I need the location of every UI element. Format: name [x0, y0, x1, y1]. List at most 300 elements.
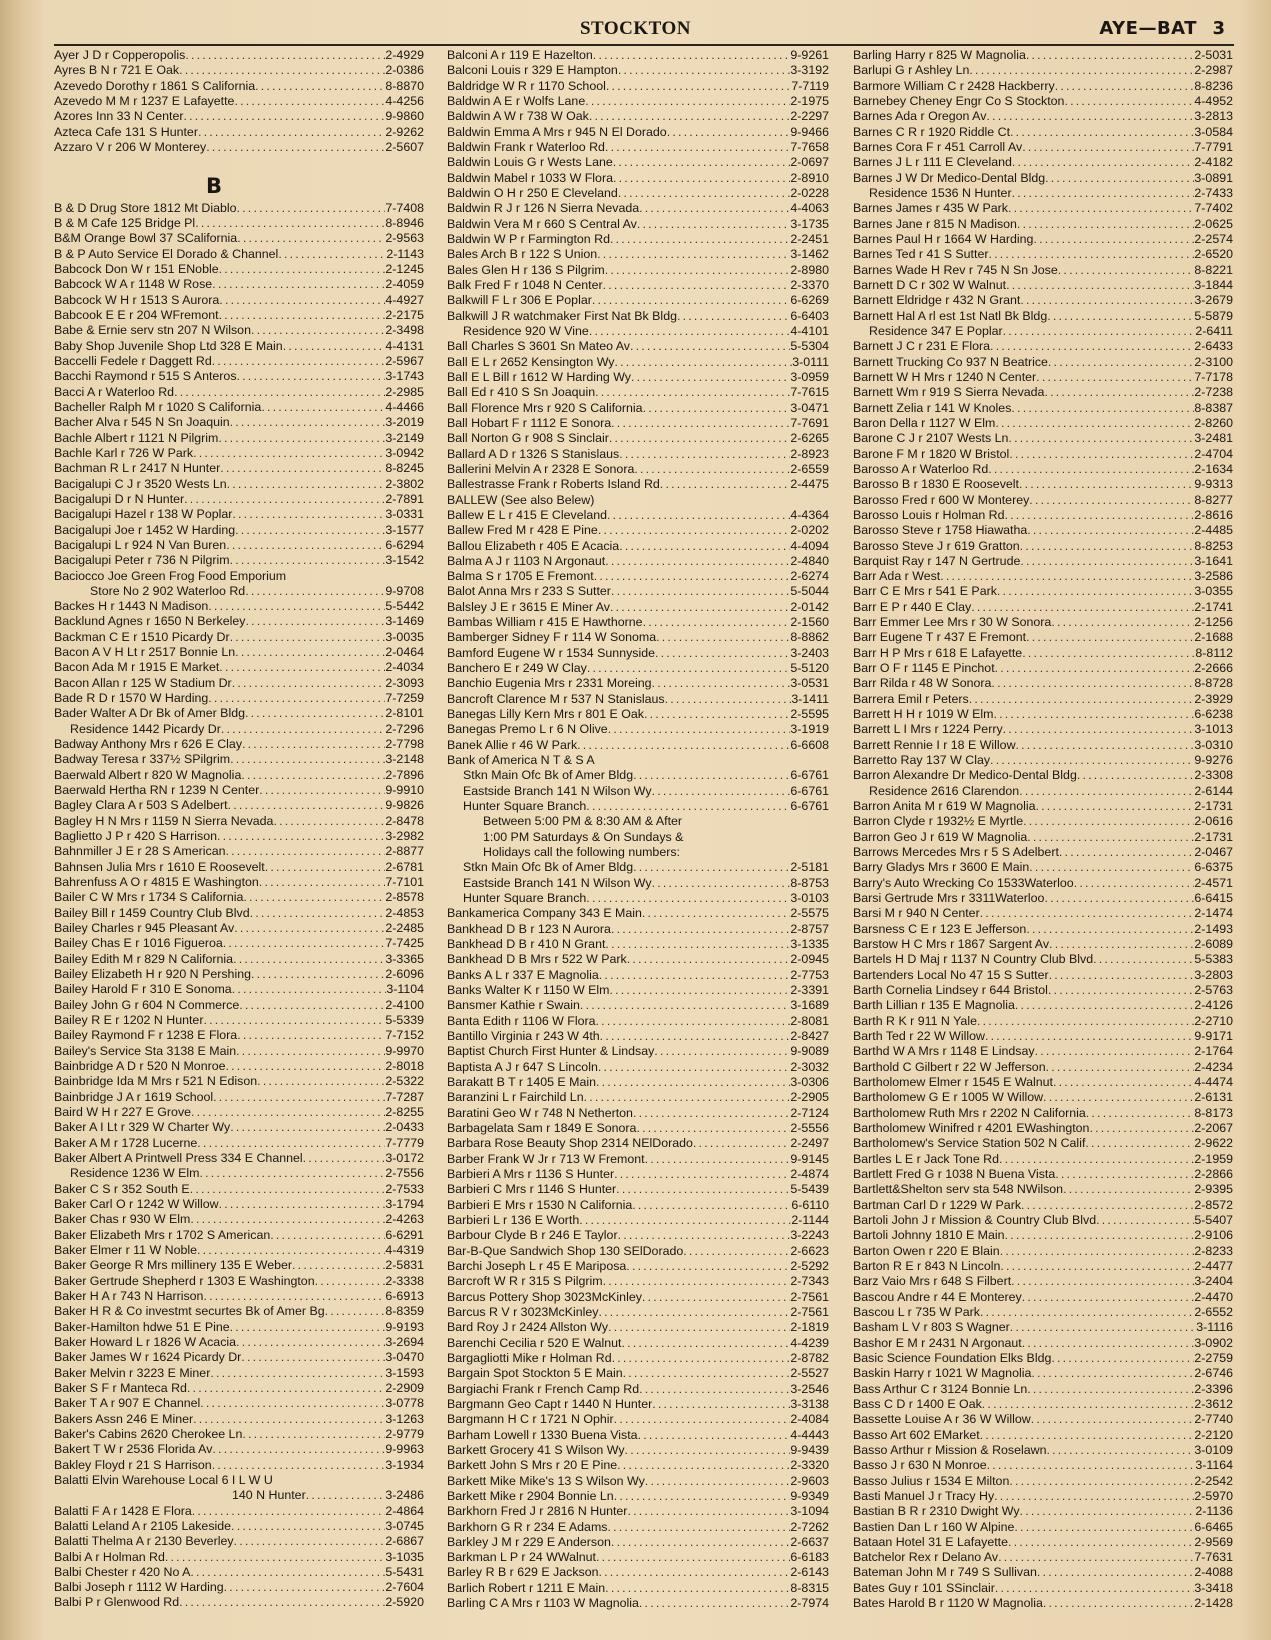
phone-number: 2-3396	[1194, 1381, 1233, 1396]
phone-number: 3-0310	[1194, 737, 1233, 752]
phone-number: 6-6238	[1194, 707, 1233, 722]
dot-leader	[283, 339, 386, 354]
phone-number: 3-2404	[1194, 1274, 1233, 1289]
dot-leader	[652, 784, 791, 799]
phone-number: 2-8427	[790, 1029, 829, 1043]
listing-row	[54, 1013, 424, 1028]
phone-number: 2-8757	[790, 921, 829, 936]
listing-row	[447, 922, 829, 937]
phone-number: 3-0109	[1194, 1442, 1233, 1457]
dot-leader	[242, 737, 385, 752]
listing-name: Bartoli Johnny 1810 E Main	[853, 1228, 1005, 1243]
listing-row	[447, 569, 829, 584]
listing-row	[54, 584, 424, 599]
dot-leader	[1049, 968, 1195, 983]
listing-row	[447, 1489, 829, 1504]
phone-number: 7-7402	[1194, 201, 1233, 216]
phone-number: 4-4094	[790, 538, 829, 553]
dot-leader	[605, 937, 790, 952]
listing-name: 140 N Hunter	[232, 1488, 306, 1503]
listing-row	[853, 48, 1233, 63]
listing-name: Bachman R L r 2417 N Hunter	[54, 461, 221, 476]
phone-number: 3-2694	[385, 1334, 424, 1349]
listing-name: Bargiachi Frank r French Camp Rd	[447, 1381, 640, 1396]
phone-number: 6-6183	[790, 1550, 829, 1565]
phone-number: 2-1136	[1195, 1504, 1233, 1519]
dot-leader	[606, 79, 791, 94]
dot-leader	[645, 1152, 791, 1167]
dot-leader	[579, 1213, 791, 1228]
listing-name: Barnett Wm r 919 S Sierra Nevada	[853, 385, 1045, 400]
dot-leader	[1010, 1320, 1196, 1335]
phone-number: 2-8910	[790, 170, 829, 185]
listing-row	[54, 1442, 424, 1457]
listing-row	[447, 523, 829, 538]
listing-row	[447, 1213, 829, 1228]
dot-leader	[636, 1121, 790, 1136]
dot-leader	[1053, 1075, 1194, 1090]
listing-row	[54, 369, 424, 384]
phone-number: 3-3418	[1194, 1580, 1233, 1595]
listing-name: Bailey Chas E r 1016 Figueroa	[54, 936, 223, 951]
phone-number: 2-6265	[790, 431, 829, 446]
dot-leader	[1029, 493, 1194, 508]
dot-leader	[1048, 983, 1195, 998]
listing-row	[447, 1382, 829, 1397]
dot-leader	[1015, 998, 1195, 1013]
phone-number: 2-8233	[1194, 1243, 1233, 1258]
dot-leader	[203, 1289, 385, 1304]
phone-number: 2-7433	[1194, 185, 1233, 200]
dot-leader	[584, 1090, 791, 1105]
dot-leader	[1036, 370, 1194, 385]
phone-number: 2-8572	[1194, 1197, 1233, 1212]
dot-leader	[986, 109, 1194, 124]
dot-leader	[234, 94, 385, 109]
listing-name: Baby Shop Juvenile Shop Ltd 328 E Main	[54, 338, 283, 353]
phone-number: 2-5181	[790, 860, 829, 875]
listing-row	[54, 431, 424, 446]
listing-name: Azevedo Dorothy r 1861 S California	[54, 78, 256, 93]
listing-name: Barkley J M r 229 E Anderson	[447, 1534, 611, 1549]
dot-leader	[165, 1550, 386, 1565]
dot-leader	[219, 660, 385, 675]
listing-row	[447, 1259, 829, 1274]
dot-leader	[995, 416, 1194, 431]
listing-row	[853, 784, 1233, 799]
phone-number: 2-7533	[385, 1181, 424, 1196]
listing-name: Barkhorn Fred J r 2816 N Hunter	[447, 1504, 628, 1519]
listing-row	[447, 768, 829, 783]
listing-row	[447, 554, 829, 569]
page-number: 3	[1212, 18, 1225, 39]
listing-row	[853, 1121, 1233, 1136]
listing-row	[447, 799, 829, 814]
dot-leader	[633, 1106, 790, 1121]
listing-row	[853, 891, 1233, 906]
listing-name: Baldwin O H r 250 E Cleveland	[447, 185, 618, 200]
listing-name: Barrett Rennie I r 18 E Willow	[853, 737, 1016, 752]
listing-row	[54, 1059, 424, 1074]
listing-name: Bartoli John J r Mission & Country Club Blvd	[853, 1212, 1097, 1227]
phone-number: 4-4131	[385, 338, 424, 353]
listing-row	[447, 1550, 829, 1565]
listing-name: Barnebey Cheney Engr Co S Stockton	[853, 93, 1065, 108]
dot-leader	[1077, 768, 1195, 783]
listing-row	[853, 370, 1233, 385]
dot-leader	[596, 1014, 791, 1029]
dot-leader	[197, 1136, 385, 1151]
listing-name: Balkwill F L r 306 E Poplar	[447, 293, 592, 308]
dot-leader	[608, 722, 791, 737]
listing-row	[447, 1290, 829, 1305]
dot-leader	[1048, 355, 1195, 370]
phone-number: 2-6096	[385, 967, 424, 982]
dot-leader	[611, 1535, 790, 1550]
phone-number: 9-9466	[790, 124, 829, 139]
phone-number: 2-3929	[1194, 691, 1233, 706]
dot-leader	[633, 768, 790, 783]
listing-row	[853, 1412, 1233, 1427]
section-letter: B	[205, 173, 222, 198]
listing-name: Barr H P Mrs r 618 E Lafayette	[853, 645, 1023, 660]
listing-name: Ball E L r 2652 Kensington Wy	[447, 354, 615, 369]
phone-number: 2-2297	[790, 109, 829, 124]
phone-number: 5-5304	[790, 339, 829, 354]
listing-name: Bacigalupi L r 924 N Van Buren	[54, 537, 227, 552]
phone-number: 9-9313	[1194, 477, 1233, 492]
listing-row	[853, 385, 1233, 400]
dot-leader	[315, 1274, 386, 1289]
page-range: AYE—BAT	[1099, 18, 1197, 39]
listing-name: Baldwin Vera M r 660 S Central Av	[447, 216, 637, 231]
listing-name: Baker Howard L r 1826 W Acacia	[54, 1334, 237, 1349]
listing-row	[54, 1366, 424, 1381]
listing-row	[54, 706, 424, 721]
dot-leader	[1003, 324, 1196, 339]
dot-leader	[1027, 830, 1194, 845]
dot-leader	[993, 707, 1194, 722]
phone-number: 2-5763	[1194, 983, 1233, 998]
listing-row	[54, 1182, 424, 1197]
listing-name: Balatti Thelma A r 2130 Beverley	[54, 1534, 234, 1549]
dot-leader	[213, 1090, 385, 1105]
listing-name: Baerwald Albert r 820 W Magnolia	[54, 767, 242, 782]
listing-row	[54, 1228, 424, 1243]
listing-row	[54, 400, 424, 415]
phone-number: 2-4571	[1194, 875, 1233, 890]
listing-name: Bacher Alva r 545 N Sn Joaquin	[54, 415, 230, 430]
listing-row	[54, 79, 424, 94]
phone-number: 6-6291	[385, 1227, 424, 1242]
listing-row	[447, 1366, 829, 1381]
listing-name: B & D Drug Store 1812 Mt Diablo	[54, 200, 237, 215]
dot-leader	[278, 247, 386, 262]
phone-number: 4-4474	[1194, 1074, 1233, 1089]
listing-row	[853, 584, 1233, 599]
phone-number: 2-5556	[790, 1120, 829, 1135]
dot-leader	[261, 400, 385, 415]
phone-number: 2-0228	[790, 185, 829, 200]
dot-leader	[230, 553, 386, 568]
listing-row	[853, 1489, 1233, 1504]
listing-name: Bates Guy r 101 SSinclair	[853, 1580, 995, 1595]
dot-leader	[652, 676, 791, 691]
listing-row	[54, 339, 424, 354]
listing-row	[447, 1320, 829, 1335]
listing-row	[54, 798, 424, 813]
listing-row	[447, 1458, 829, 1473]
dot-leader	[1020, 554, 1194, 569]
listing-row	[54, 752, 424, 767]
phone-number: 2-7604	[385, 1580, 424, 1595]
dot-leader	[619, 539, 790, 554]
listing-name: Barling C A Mrs r 1103 W Magnolia	[447, 1596, 639, 1611]
dot-leader	[208, 691, 385, 706]
dot-leader	[183, 109, 385, 124]
listing-row	[853, 937, 1233, 952]
listing-row	[54, 140, 424, 155]
listing-name: Bagley H N Mrs r 1159 N Sierra Nevada	[54, 813, 274, 828]
listing-name: Basso Julius r 1534 E Milton	[853, 1473, 1010, 1488]
dot-leader	[985, 1029, 1194, 1044]
dot-leader	[603, 278, 791, 293]
dot-leader	[611, 922, 790, 937]
phone-number: 9-9171	[1194, 1029, 1233, 1043]
phone-number: 7-7658	[790, 139, 829, 154]
listing-row	[447, 217, 829, 232]
listing-name: Bailey Raymond F r 1238 E Flora	[54, 1028, 238, 1043]
phone-number: 2-8101	[385, 706, 424, 721]
dot-leader	[665, 692, 792, 707]
phone-number: 2-2542	[1194, 1473, 1233, 1488]
phone-number: 4-4927	[385, 292, 424, 307]
dot-leader	[643, 401, 791, 416]
listing-name: Bataan Hotel 31 E Lafayette	[853, 1534, 1008, 1549]
listing-row	[853, 661, 1233, 676]
listing-row	[447, 140, 829, 155]
listing-name: Balma A J r 1103 N Argonaut	[447, 553, 606, 568]
listing-name: Barron Clyde r 1932½ E Myrtle	[853, 814, 1024, 829]
phone-number: 6-6403	[790, 308, 829, 323]
dot-leader	[1026, 922, 1194, 937]
listing-name: Barrett H H r 1019 W Elm	[853, 707, 994, 722]
listing-row	[54, 277, 424, 292]
phone-number: 7-7791	[1194, 139, 1233, 154]
phone-number: 2-5967	[385, 353, 424, 368]
dot-leader	[230, 1320, 386, 1335]
dot-leader	[1029, 860, 1194, 875]
listing-name: Barretto Ray 137 W Clay	[853, 753, 991, 768]
listing-name: Barr Emmer Lee Mrs r 30 W Sonora	[853, 615, 1052, 630]
dot-leader	[198, 125, 385, 140]
listing-row	[447, 416, 829, 431]
listing-name: Bailer C W Mrs r 1734 S California	[54, 890, 244, 905]
phone-number: 8-8359	[385, 1304, 424, 1319]
listing-name: Barron Alexandre Dr Medico-Dental Bldg	[853, 768, 1077, 783]
phone-number: 2-6781	[385, 859, 424, 874]
listing-row	[54, 1258, 424, 1273]
dot-leader	[236, 1335, 385, 1350]
listing-name: Azores Inn 33 N Center	[54, 109, 184, 124]
dot-leader	[1012, 155, 1195, 170]
listing-name: Baldridge W R r 1170 School	[447, 78, 606, 93]
phone-number: 2-5031	[1194, 48, 1233, 62]
listing-row	[853, 1167, 1233, 1182]
dot-leader	[637, 217, 791, 232]
phone-number: 6-6913	[385, 1288, 424, 1303]
dot-leader	[677, 309, 790, 324]
listing-row	[54, 722, 424, 737]
phone-number: 6-6294	[385, 537, 424, 552]
listing-row	[447, 1106, 829, 1121]
phone-number: 2-1245	[385, 261, 424, 276]
listing-name: Barr Eugene T r 437 E Fremont	[853, 630, 1027, 645]
dot-leader	[643, 615, 791, 630]
dot-leader	[1022, 1336, 1195, 1351]
listing-row	[54, 1166, 424, 1181]
listing-row	[54, 967, 424, 982]
listing-row	[54, 875, 424, 890]
listing-row	[447, 738, 829, 753]
listing-row	[447, 462, 829, 477]
listing-name: Batchelor Rex r Delano Av	[853, 1550, 999, 1565]
dot-leader	[185, 48, 385, 63]
listing-row	[853, 263, 1233, 278]
dot-leader	[1005, 1228, 1195, 1243]
phone-number: 2-7262	[790, 1519, 829, 1534]
dot-leader	[241, 1350, 385, 1365]
phone-number: 2-2485	[385, 921, 424, 936]
phone-number: 3-3365	[385, 951, 424, 966]
listing-name: Bacchi Raymond r 515 S Anteros	[54, 369, 237, 384]
dot-leader	[232, 676, 386, 691]
phone-number: 4-4443	[790, 1427, 829, 1442]
dot-leader	[616, 1182, 790, 1197]
listing-row	[853, 462, 1233, 477]
phone-number: 7-7615	[790, 385, 829, 400]
listing-name: Bartholomew's Service Station 502 N Calif	[853, 1136, 1086, 1151]
phone-number: 2-9395	[1194, 1182, 1233, 1197]
listing-name: Bailey Elizabeth H r 920 N Pershing	[54, 967, 251, 982]
phone-number: 3-1116	[1196, 1320, 1233, 1335]
listing-row	[54, 844, 424, 859]
dot-leader	[1022, 1290, 1195, 1305]
listing-name: Balatti Leland A r 2105 Lakeside	[54, 1518, 232, 1533]
listing-row	[54, 998, 424, 1013]
phone-number: 2-5322	[385, 1074, 424, 1089]
listing-name: Banchio Eugenia Mrs r 2331 Moreing	[447, 676, 652, 691]
phone-number: 3-2149	[385, 430, 424, 445]
dot-leader	[1006, 278, 1194, 293]
listing-row	[447, 431, 829, 446]
phone-number: 7-7779	[385, 1135, 424, 1150]
dot-leader	[1074, 876, 1195, 891]
listing-row	[54, 1488, 424, 1503]
dot-leader	[1000, 1259, 1194, 1274]
listing-name: Baker Elmer r 11 W Noble	[54, 1242, 197, 1257]
listing-name: Ayres B N r 721 E Oak	[54, 63, 180, 78]
listing-row	[853, 630, 1233, 645]
dot-leader	[1022, 646, 1195, 661]
phone-number: 2-6623	[790, 1243, 829, 1258]
dot-leader	[607, 508, 790, 523]
phone-number: 3-0891	[1194, 170, 1233, 185]
listing-name: Bakers Assn 246 E Miner	[54, 1411, 194, 1426]
listing-name: Barnes James r 435 W Park	[853, 201, 1008, 216]
dot-leader	[193, 446, 385, 461]
listing-row	[447, 1029, 829, 1044]
listing-name: Barnett Trucking Co 937 N Beatrice	[853, 354, 1048, 369]
phone-number: 2-4126	[1194, 998, 1233, 1013]
listing-row	[447, 1014, 829, 1029]
listing-name: Barr Rilda r 48 W Sonora	[853, 676, 992, 691]
phone-number: 3-2803	[1194, 967, 1233, 982]
listing-row	[853, 968, 1233, 983]
dot-leader	[193, 1412, 385, 1427]
listing-row	[54, 216, 424, 231]
listing-row	[853, 1213, 1233, 1228]
listing-row	[447, 983, 829, 998]
phone-number: 3-3138	[790, 1396, 829, 1411]
listing-row	[54, 1320, 424, 1335]
listing-name: B&M Orange Bowl 37 SCalifornia	[54, 231, 238, 246]
dot-leader	[1009, 447, 1194, 462]
listing-row	[54, 461, 424, 476]
dot-leader	[1020, 293, 1194, 308]
phone-number: 5-5383	[1194, 952, 1233, 967]
listing-row	[447, 630, 829, 645]
phone-number: 2-6131	[1194, 1090, 1233, 1105]
phone-number: 2-8923	[790, 446, 829, 461]
listing-row	[54, 614, 424, 629]
listing-name: Bamford Eugene W r 1534 Sunnyside	[447, 645, 656, 660]
dot-leader	[580, 998, 790, 1013]
listing-name: Barley R B r 629 E Jackson	[447, 1565, 599, 1580]
phone-number: 2-7896	[385, 767, 424, 782]
phone-number: 2-8877	[385, 844, 424, 859]
dot-leader	[1043, 1090, 1194, 1105]
listing-row	[853, 186, 1233, 201]
listing-text: 1:00 PM Saturdays & On Sundays &	[483, 829, 684, 844]
dot-leader	[325, 1304, 386, 1319]
dot-leader	[219, 308, 386, 323]
phone-number: 2-9603	[790, 1473, 829, 1488]
phone-number: 2-4475	[790, 477, 829, 492]
listing-name: Barnett Hal A rl est 1st Natl Bk Bldg	[853, 308, 1048, 323]
dot-leader	[1089, 1121, 1194, 1136]
phone-number: 2-3308	[1194, 768, 1233, 783]
listing-name: Bacon Ada M r 1915 E Market	[54, 660, 220, 675]
phone-number: 6-6269	[790, 293, 829, 308]
dot-leader	[243, 890, 385, 905]
listing-name: Baker T A r 907 E Channel	[54, 1396, 201, 1411]
phone-number: 2-3391	[790, 983, 829, 998]
phone-number: 3-1593	[385, 1365, 424, 1380]
phone-number: 2-1731	[1194, 799, 1233, 814]
phone-number: 7-7152	[385, 1028, 424, 1043]
phone-number: 3-2679	[1194, 293, 1233, 308]
listing-name: Stkn Main Ofc Bk of Amer Bldg	[463, 768, 634, 783]
dot-leader	[634, 462, 790, 477]
listing-row	[54, 921, 424, 936]
listing-name: Banchero E r 249 W Clay	[447, 661, 587, 676]
listing-name: Baccelli Fedele r Daggett Rd	[54, 353, 212, 368]
city-heading: STOCKTON	[579, 18, 691, 39]
dot-leader	[230, 1120, 385, 1135]
dot-leader	[586, 891, 790, 906]
dot-leader	[232, 507, 385, 522]
